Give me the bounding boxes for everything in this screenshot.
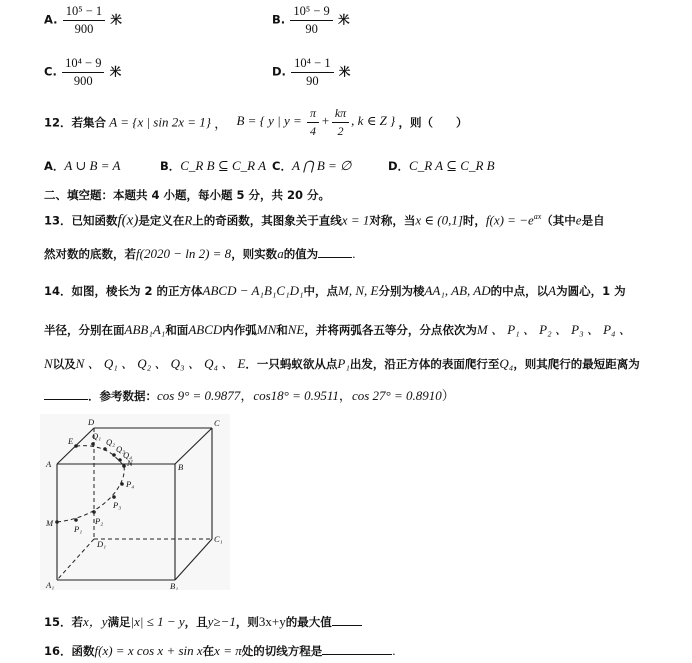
q12-option-b: B．C_R B ⊆ C_R A [160, 158, 267, 173]
point-Q2 [103, 447, 107, 451]
point-Q1 [91, 442, 95, 446]
label-C1: C₁ [214, 534, 223, 544]
point-N [122, 464, 126, 468]
label-A: A [46, 459, 52, 469]
point-P2 [92, 510, 96, 514]
fraction-denominator: 90 [305, 22, 318, 36]
q11-option-d: D. $\frac{\text{10⁴ − 1}}{90}$ 米 [272, 56, 351, 88]
label-D1: D₁ [97, 539, 107, 549]
label-A1: A₁ [46, 580, 55, 590]
fraction-numerator: 10⁵ − 9 [290, 4, 332, 21]
q14-line4: ．参考数据：cos 9° = 0.9877，cos18° = 0.9511，cos 27° = 0.8910） [44, 385, 455, 404]
point-Q4 [118, 458, 122, 462]
label-N: N [127, 458, 133, 468]
label-P2: P₂ [95, 516, 104, 526]
q14-line3: N以及N 、 Q₁ 、 Q₂ 、 Q₃ 、 Q₄ 、 E．一只蚂蚁欲从点P₁出发，沿正方体的表面爬行至Q₄，则其爬行的最短距离为 [44, 356, 640, 371]
q13-line1: 13．已知函数f(x)是定义在R上的奇函数，其图象关于直线x = 1对称，当x ∈ (0,1]时，$f(x) = -e^{ax}$（其中e是自 [44, 212, 605, 229]
q14-line1: 14．如图，棱长为 2 的正方体ABCD − A₁B₁C₁D₁中，点M, N, E分别为棱AA₁, AB, AD的中点，以A为圆心，1 为 [44, 283, 626, 298]
set-a: A = {x | sin 2x = 1} [109, 114, 211, 130]
q11-option-a: A. $\frac{\text{10⁵ − 1}}{900}$ 米 [44, 4, 122, 36]
label-Q2: Q₂ [106, 437, 116, 447]
label-C: C [214, 418, 220, 428]
cube-figure [40, 414, 230, 590]
answer-blank[interactable] [44, 399, 88, 400]
q13-line2: 然对数的底数，若f(2020 − ln 2) = 8，则实数a的值为 . [44, 246, 356, 261]
label-Q3: Q₃ [116, 444, 126, 454]
label-M: M [46, 518, 54, 528]
label-P1: P₁ [74, 524, 83, 534]
answer-blank[interactable] [322, 654, 392, 655]
label-Q1: Q₁ [92, 431, 102, 441]
q12-stem: 12．若集合 A = {x | sin 2x = 1} ， B = { y | y = $\frac{\pi}{4}$ + $\frac{k\pi}{2}$ , k ∈ Z } ，则（ ） [44, 106, 468, 138]
q12-option-a: A．A ∪ B = A [44, 158, 121, 173]
fraction-denominator: 900 [73, 74, 93, 88]
point-E [74, 444, 78, 448]
point-M [55, 520, 59, 524]
q12-option-c: C．A ⋂ B = ∅ [272, 158, 352, 173]
label-B: B [178, 462, 184, 472]
fraction-numerator: 10⁵ − 1 [63, 4, 105, 21]
fraction-denominator: 90 [306, 74, 319, 88]
label-D: D [88, 417, 95, 427]
point-P3 [112, 495, 116, 499]
label-Q4: Q₄ [123, 450, 133, 460]
fraction-numerator: 10⁴ − 1 [291, 56, 333, 73]
q11-option-b: B. $\frac{\text{10⁵ − 9}}{90}$ 米 [272, 4, 350, 36]
label-P4: P₄ [126, 479, 135, 489]
point-P4 [120, 482, 124, 486]
q15: 15．若x，y满足|x| ≤ 1 − y，且y≥−1，则3x+y的最大值 [44, 611, 362, 630]
q14-line2: 半径，分别在面ABB₁A₁和面ABCD内作弧MN和NE，并将两弧各五等分，分点依次为M 、 P₁ 、 P₂ 、 P₃ 、 P₄ 、 [44, 322, 632, 337]
answer-blank[interactable] [332, 625, 362, 626]
q16: 16．函数f(x) = x cos x + sin x在x = π处的切线方程是 . [44, 643, 396, 658]
label-P3: P₃ [113, 500, 122, 510]
label-B1: B₁ [170, 581, 179, 590]
point-P1 [74, 518, 78, 522]
section-heading: 二、填空题：本题共 4 小题，每小题 5 分，共 20 分。 [44, 188, 331, 202]
fraction-numerator: 10⁴ − 9 [62, 56, 104, 73]
q12-option-d: D．C_R A ⊆ C_R B [388, 158, 495, 173]
answer-blank[interactable] [318, 257, 352, 258]
set-b: B = { y | y = $\frac{\pi}{4}$ + $\frac{k\pi}{2}$ , k ∈ Z } [236, 106, 396, 138]
q11-option-c: C. $\frac{\text{10⁴ − 9}}{900}$ 米 [44, 56, 122, 88]
fraction-denominator: 900 [74, 22, 94, 36]
label-E: E [68, 436, 74, 446]
